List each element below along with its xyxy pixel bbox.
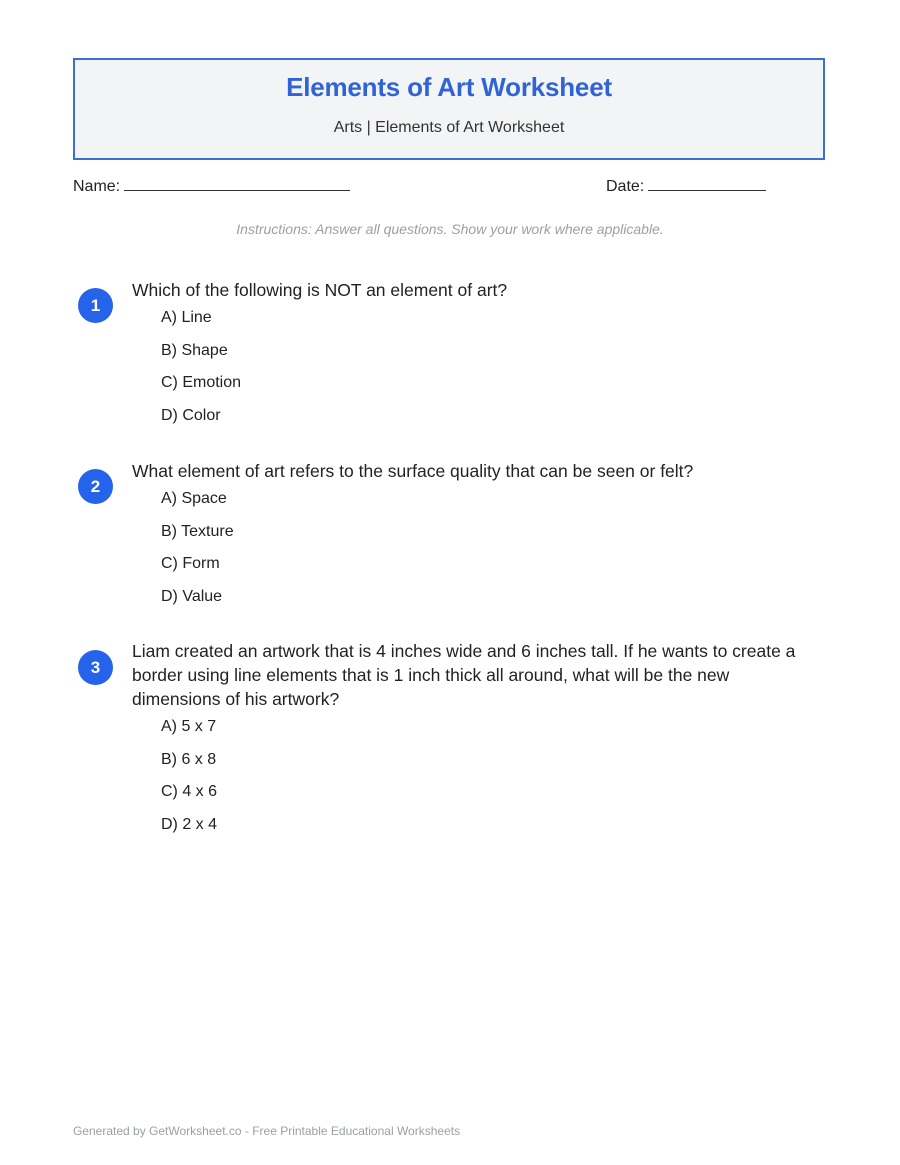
answer-option: D) 2 x 4: [161, 815, 218, 833]
date-field: [606, 176, 766, 196]
footer-credit: Generated by GetWorksheet.co - Free Printable Educational Worksheets: [73, 1124, 461, 1138]
answer-option: C) Form: [161, 555, 220, 572]
answer-option: A) 5 x 7: [161, 718, 217, 735]
question-text: Liam created an artwork that is 4 inches wide and 6 inches tall. If he wants to create a border using line elements that is 1 inch thick all around, what will be the new dimensions of his artwork?: [132, 641, 796, 709]
student-info-row: [73, 176, 825, 200]
instructions-text: Instructions: Answer all questions. Show your work where applicable.: [236, 221, 664, 237]
answer-option: B) Shape: [161, 341, 228, 359]
answer-option: B) 6 x 8: [161, 750, 217, 768]
worksheet-header: [73, 58, 825, 160]
question-number-badge: 2: [78, 469, 113, 504]
date-label: Date:: [606, 178, 645, 195]
question-number-badge: 3: [78, 650, 113, 685]
answer-option: B) Texture: [161, 522, 234, 540]
worksheet-title: Elements of Art Worksheet: [286, 72, 612, 102]
answer-options: [161, 489, 234, 619]
name-field: [73, 176, 350, 196]
date-blank-line: [648, 176, 766, 191]
answer-option: D) Color: [161, 406, 221, 424]
answer-option: C) 4 x 6: [161, 783, 218, 800]
answer-option: A) Space: [161, 490, 227, 507]
worksheet-subtitle: Arts | Elements of Art Worksheet: [333, 119, 565, 136]
name-blank-line: [124, 176, 350, 191]
answer-option: D) Value: [161, 587, 223, 605]
name-label: Name:: [73, 178, 121, 195]
question-number-badge: 1: [78, 288, 113, 323]
question-text: Which of the following is NOT an element of art?: [132, 280, 508, 300]
answer-options: [161, 717, 217, 847]
answer-option: C) Emotion: [161, 374, 242, 391]
answer-option: A) Line: [161, 309, 212, 326]
answer-options: [161, 308, 241, 438]
question-text: What element of art refers to the surface quality that can be seen or felt?: [132, 461, 694, 481]
